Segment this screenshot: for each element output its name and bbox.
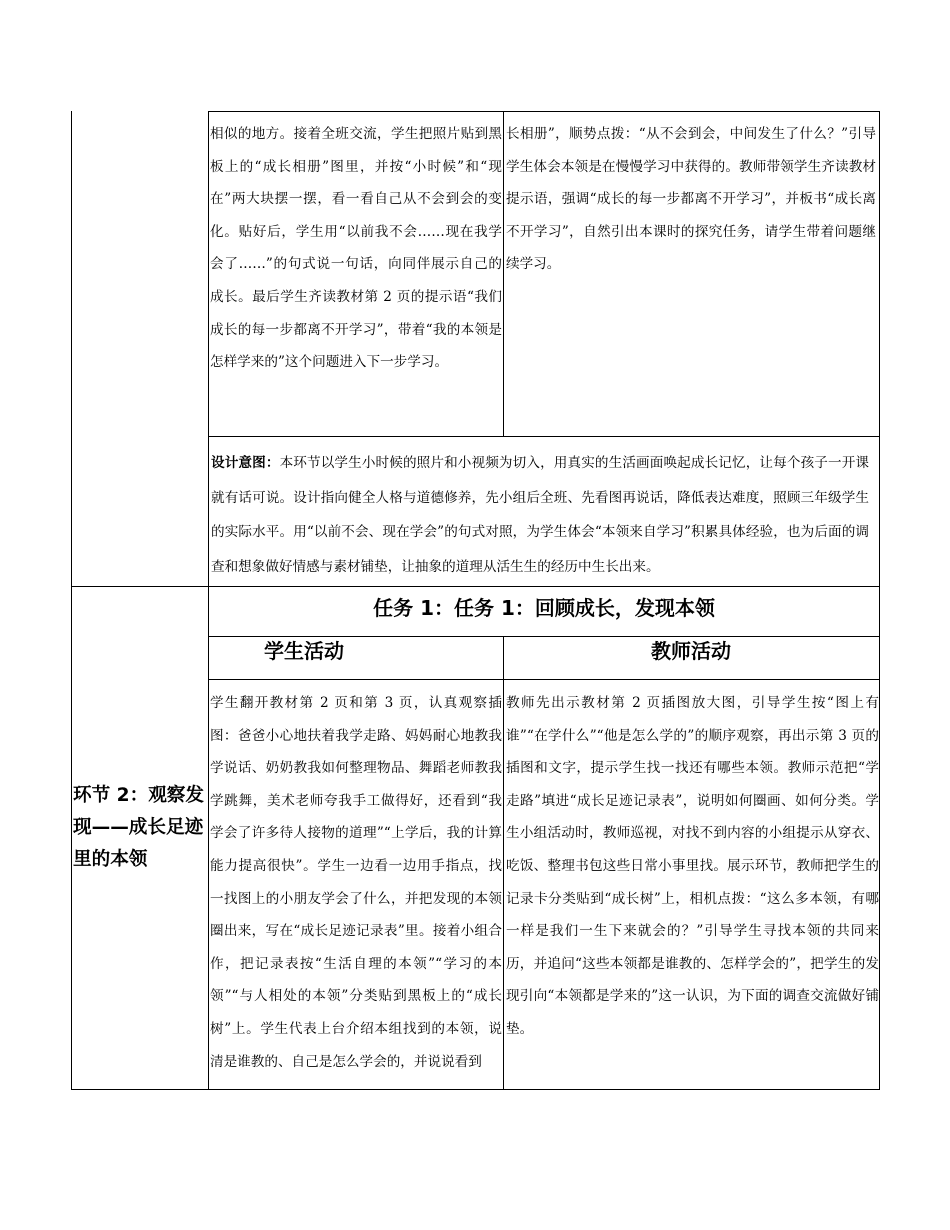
teacher-activity: 教师先出示教材第 2 页插图放大图，引导学生按“图上有谁”“在学什么”“他是怎么学的”的顺序观察，再出示第 3 页的插图和文字，提示学生找一找还有哪些本领。教师示范把“学走路”填进“成长足迹记录表”，说明如何圈画、如何分类。学生小组活动时，教师巡视，对找不到内容的小组提示从穿衣、吃饭、整理书包这些日常小事里找。展示环节，教师把学生的记录卡分类贴到“成长树”上，相机点拨：“这么多本领，有哪一样是我们一生下来就会的？”引导学生寻找本领的共同来历，并追问“这些本领都是谁教的、怎样学会的”，把学生的发现引向“本领都是学来的”这一认识，为下面的调查交流做好铺垫。	[506, 695, 879, 1037]
task-title: 任务 1：任务 1：回顾成长，发现本领	[373, 596, 715, 620]
table-border-left	[71, 111, 72, 1090]
stage-label: 环节 2：观察发现——成长足迹里的本领	[73, 785, 204, 870]
table-border-bottom	[71, 1089, 880, 1090]
teacher-activity-continued: 长相册”，顺势点拨：“从不会到会，中间发生了什么？”引导学生体会本领是在慢慢学习中获得的。教师带领学生齐读教材提示语，强调“成长的每一步都离不开学习”，并板书“成长离不开学习”，自然引出本课时的探究任务，请学生带着问题继续学习。	[506, 126, 876, 273]
design-intent-label: 设计意图：	[211, 455, 280, 471]
table-border-section2-top	[71, 586, 880, 587]
student-activity-header: 学生活动	[264, 639, 344, 663]
table-border-header-bottom	[208, 679, 880, 680]
teacher-activity-header: 教师活动	[651, 639, 731, 663]
table-border-top	[208, 111, 880, 112]
design-intent	[209, 446, 879, 586]
table-border-design-top	[208, 436, 880, 437]
student-activity: 学生翻开教材第 2 页和第 3 页，认真观察插图：爸爸小心地扶着我学走路、妈妈耐心地教我学说话、奶奶教我如何整理物品、舞蹈老师教我学跳舞，美术老师夸我手工做得好，还看到“我学会了许多待人接物的道理”“上学后，我的计算能力提高很快”。学生一边看一边用手指点，找一找图上的小朋友学会了什么，并把发现的本领圈出来，写在“成长足迹记录表”里。接着小组合作，把记录表按“生活自理的本领”“学习的本领”“与人相处的本领”分类贴到黑板上的“成长树”上。学生代表上台介绍本组找到的本领，说清是谁教的、自己是怎么学会的，并说说看到	[210, 695, 502, 1070]
student-activity-continued: 相似的地方。接着全班交流，学生把照片贴到黑板上的“成长相册”图里，并按“小时候”和“现在”两大块摆一摆，看一看自己从不会到会的变化。贴好后，学生用“以前我不会……现在我学会了……”的句式说一句话，向同伴展示自己的成长。最后学生齐读教材第 2 页的提示语“我们成长的每一步都离不开学习”，带着“我的本领是怎样学来的”这个问题进入下一步学习。	[210, 126, 502, 371]
design-intent-text: 本环节以学生小时候的照片和小视频为切入，用真实的生活画面唤起成长记忆，让每个孩子一开课就有话可说。设计指向健全人格与道德修养，先小组后全班、先看图再说话，降低表达难度，照顾三年级学生的实际水平。用“以前不会、现在学会”的句式对照，为学生体会“本领来自学习”积累具体经验，也为后面的调查和想象做好情感与素材铺垫，让抽象的道理从活生生的经历中生长出来。	[211, 455, 870, 575]
